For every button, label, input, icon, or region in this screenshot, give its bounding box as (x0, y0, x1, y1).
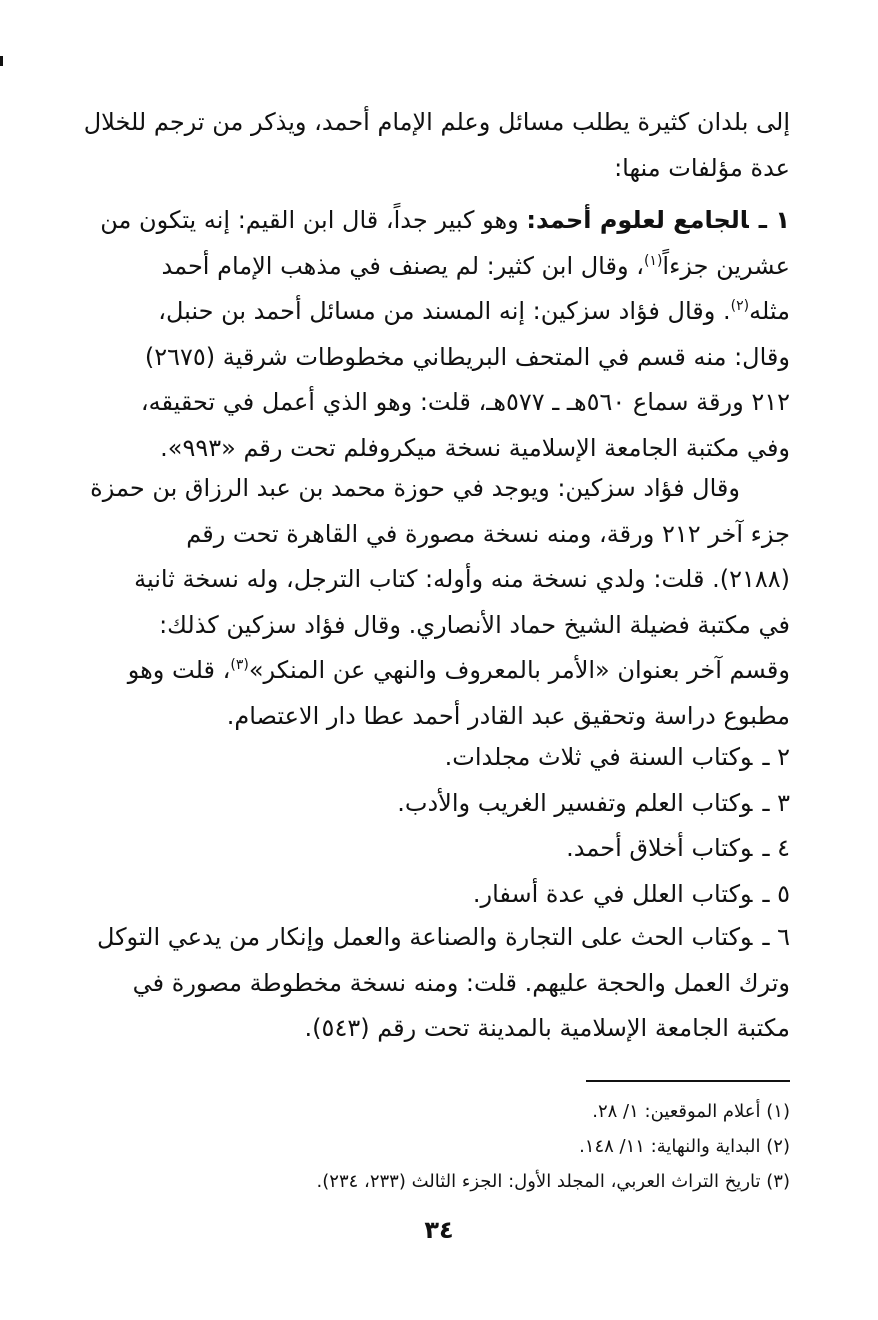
list-item-number: ٥ ـ (762, 879, 790, 908)
item-6-line-3: مكتبة الجامعة الإسلامية بالمدينة تحت رقم (٥٤٣). (304, 1014, 790, 1042)
numbered-list (100, 735, 790, 917)
list-item (100, 781, 790, 827)
item-1-paragraph (100, 198, 790, 471)
footnote-3: (٣) تاريخ التراث العربي، المجلد الأول: الجزء الثالث (٢٣٣، ٢٣٤). (316, 1171, 790, 1192)
list-item-number: ٣ ـ (762, 788, 790, 817)
item-1-line-2-text: عشرين جزءاً (662, 251, 790, 280)
sub-line-5 (100, 648, 790, 694)
item-1-line-2 (100, 244, 790, 290)
list-item-text: وكتاب العلل في عدة أسفار. (472, 879, 753, 908)
item-6-line-2: وترك العمل والحجة عليهم. قلت: ومنه نسخة مخطوطة مصورة في (132, 968, 790, 997)
scan-edge-mark (0, 56, 3, 66)
list-item-text: وكتاب أخلاق أحمد. (566, 834, 753, 862)
footnote-divider (586, 1080, 790, 1082)
item-1-line-1-text: وهو كبير جداً، قال ابن القيم: إنه يتكون من (100, 206, 519, 234)
sub-line-6: مطبوع دراسة وتحقيق عبد القادر أحمد عطا دار الاعتصام. (226, 701, 790, 730)
sub-line-5-rest: ، قلت وهو (127, 656, 231, 684)
item-6-line-1 (96, 915, 790, 961)
list-item (100, 872, 790, 918)
list-item-number: ٢ ـ (762, 743, 790, 771)
sub-line-4: في مكتبة فضيلة الشيخ حماد الأنصاري. وقال فؤاد سزكين كذلك: (159, 610, 790, 639)
item-1-line-2-rest: ، وقال ابن كثير: لم يصنف في مذهب الإمام أحمد (161, 251, 644, 280)
item-1-number: ١ ـ (758, 206, 790, 234)
footnote-2: (٢) البداية والنهاية: ١١/ ١٤٨. (579, 1136, 790, 1157)
sub-line-3: (٢١٨٨). قلت: ولدي نسخة منه وأوله: كتاب الترجل، وله نسخة ثانية (134, 565, 790, 593)
sub-line-5-text: وقسم آخر بعنوان «الأمر بالمعروف والنهي عن المنكر» (248, 656, 790, 684)
sub-line-1: وقال فؤاد سزكين: ويوجد في حوزة محمد بن عبد الرزاق بن حمزة (90, 474, 740, 502)
list-item-text: وكتاب العلم وتفسير الغريب والأدب. (397, 788, 753, 817)
item-6-line-1-text: وكتاب الحث على التجارة والصناعة والعمل وإنكار من يدعي التوكل (96, 923, 753, 951)
sub-line-2: جزء آخر ٢١٢ ورقة، ومنه نسخة مصورة في القاهرة تحت رقم (186, 519, 790, 548)
item-1-line-5: ٢١٢ ورقة سماع ٥٦٠هـ ـ ٥٧٧هـ، قلت: وهو الذي أعمل في تحقيقه، (140, 388, 790, 416)
footnote-ref-3: (٣) (230, 657, 249, 673)
list-item-text: وكتاب السنة في ثلاث مجلدات. (444, 743, 753, 771)
item-1-line-4: وقال: منه قسم في المتحف البريطاني مخطوطات شرقية (٢٦٧٥) (144, 342, 790, 371)
item-1-line-3 (100, 289, 790, 335)
list-item (100, 826, 790, 872)
item-1-line-3-text: مثله (749, 297, 790, 325)
footnotes (100, 1094, 790, 1199)
list-item-number: ٤ ـ (762, 834, 790, 862)
footnote-ref-1: (١) (643, 252, 663, 269)
page-number: ٣٤ (424, 1216, 454, 1244)
item-1-line-3-rest: . وقال فؤاد سزكين: إنه المسند من مسائل أحمد بن حنبل، (158, 297, 731, 325)
item-1-line-1 (100, 198, 790, 244)
item-1-line-6: وفي مكتبة الجامعة الإسلامية نسخة ميكروفلم تحت رقم «٩٩٣». (160, 433, 790, 462)
item-6-paragraph (96, 915, 790, 1052)
intro-line-2: عدة مؤلفات منها: (614, 153, 790, 182)
item-1-title: الجامع لعلوم أحمد: (526, 206, 749, 234)
item-6-number: ٦ ـ (762, 923, 790, 951)
footnote-ref-2: (٢) (730, 298, 750, 314)
footnote-1: (١) أعلام الموقعين: ١/ ٢٨. (592, 1101, 790, 1122)
intro-line-1: إلى بلدان كثيرة يطلب مسائل وعلم الإمام أحمد، ويذكر من ترجم للخلال (83, 108, 790, 136)
item-1-sub-paragraph (90, 466, 790, 739)
intro-paragraph (83, 100, 790, 191)
list-item (100, 735, 790, 781)
